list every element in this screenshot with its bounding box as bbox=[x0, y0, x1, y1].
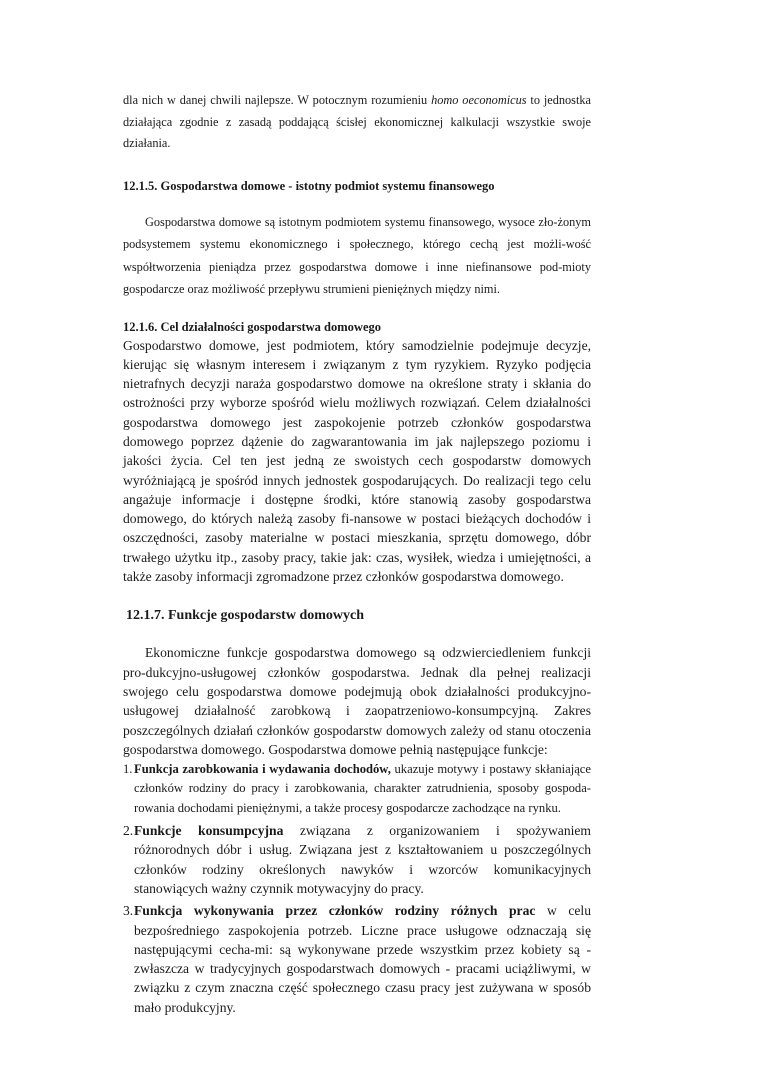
intro-paragraph bbox=[123, 90, 591, 155]
section-heading-12-1-7: 12.1.7. Funkcje gospodarstw domowych bbox=[126, 608, 365, 624]
list-item-bold: Funkcje konsumpcyjna bbox=[134, 823, 284, 839]
intro-text-after: to jednostka działająca zgodnie z zasadą poddającą ścisłej ekonomicznej kalkulacji wszystkie swoje działania. bbox=[123, 93, 591, 150]
section-heading-12-1-6: 12.1.6. Cel działalności gospodarstwa domowego bbox=[123, 319, 381, 334]
list-item bbox=[123, 901, 591, 1017]
list-item-text: ukazuje motywy i postawy skłaniające członków rodziny do pracy i zarobkowania, charakter zatrudnienia, sposoby gospoda-rowania dochodami pieniężnymi, a także procesy gospodarcze zachodzące na rynku. bbox=[134, 762, 591, 815]
section-heading-12-1-5: 12.1.5. Gospodarstwa domowe - istotny podmiot systemu finansowego bbox=[123, 178, 495, 193]
list-item bbox=[123, 760, 591, 818]
list-item-number: 1. bbox=[123, 762, 133, 777]
list-item-bold: Funkcja wykonywania przez członków rodziny różnych prac bbox=[134, 903, 536, 919]
functions-list bbox=[123, 760, 591, 1017]
list-item-text: związana z organizowaniem i spożywaniem różnorodnych dóbr i usług. Związana jest z kształtowaniem u poszczególnych członków rodziny określonych nawyków i wzorców komunikacyjnych stanowiących ważny czynnik motywacyjny do pracy. bbox=[134, 823, 592, 896]
section-12-1-7-paragraph: Ekonomiczne funkcje gospodarstwa domowego są odzwierciedleniem funkcji pro-dukcyjno-usługowej członków gospodarstwa. Jednak dla pełnej realizacji swojego celu gospodarstwa domowe podejmują obok działalności produkcyjno-usługowej działalność zarobkową i zaopatrzeniowo-konsumpcyjną. Zakres poszczególnych działań członków gospodarstw domowych zależy od stanu otoczenia gospodarstwa domowego. Gospodarstwa domowe pełnią następujące funkcje: bbox=[123, 645, 591, 757]
intro-italic-term: homo oeconomicus bbox=[431, 93, 527, 107]
list-item-number: 2. bbox=[123, 823, 134, 839]
list-item-number: 3. bbox=[123, 903, 134, 919]
list-item-text: w celu bezpośredniego zaspokojenia potrzeb. Liczne prace usługowe odznaczają się następującymi cecha-mi: są wykonywane przede wszystkim przez kobiety są - zwłaszcza w tradycyjnych gospodarstwach domowych - pracami uciążliwymi, w związku z czym znaczna część społecznego czasu pracy jest zużywana w sposób mało produkcyjny. bbox=[134, 903, 591, 1015]
list-item-bold: Funkcja zarobkowania i wydawania dochodów, bbox=[134, 762, 391, 777]
list-item bbox=[123, 821, 591, 898]
section-12-1-5-paragraph: Gospodarstwa domowe są istotnym podmiotem systemu finansowego, wysoce zło-żonym podsystemem systemu ekonomicznego i społecznego, którego cechą jest możli-wość współtworzenia pieniądza przez gospodarstwa domowe i inne niefinansowe pod-mioty gospodarcze oraz możliwość przepływu strumieni pieniężnych między nimi. bbox=[123, 214, 591, 296]
document-page bbox=[123, 90, 591, 1020]
intro-text-before: dla nich w danej chwili najlepsze. W potocznym rozumieniu bbox=[123, 93, 432, 107]
section-12-1-6-paragraph: Gospodarstwo domowe, jest podmiotem, który samodzielnie podejmuje decyzje, kierując się własnym interesem i związanym z tym ryzykiem. Ryzyko podjęcia nietrafnych decyzji naraża gospodarstwo domowe na określone straty i skłania do ostrożności przy wyborze spośród wielu możliwych rozwiązań. Celem działalności gospodarstwa domowego jest zaspokojenie potrzeb członków gospodarstwa domowego poprzez dążenie do zagwarantowania im jak najlepszego poziomu i jakości życia. Cel ten jest jedną ze swoistych cech gospodarstw domowych wyróżniającą je spośród innych jednostek gospodarujących. Do realizacji tego celu angażuje informacje i dostępne środki, które stanowią zasoby gospodarstwa domowego, do których należą zasoby fi-nansowe w postaci bieżących dochodów i oszczędności, zasoby materialne w postaci mieszkania, sprzętu domowego, dóbr trwałego użytku itp., zasoby pracy, takie jak: czas, wysiłek, wiedza i umiejętności, a także zasoby informacji zgromadzone przez członków gospodarstwa domowego. bbox=[123, 337, 591, 585]
